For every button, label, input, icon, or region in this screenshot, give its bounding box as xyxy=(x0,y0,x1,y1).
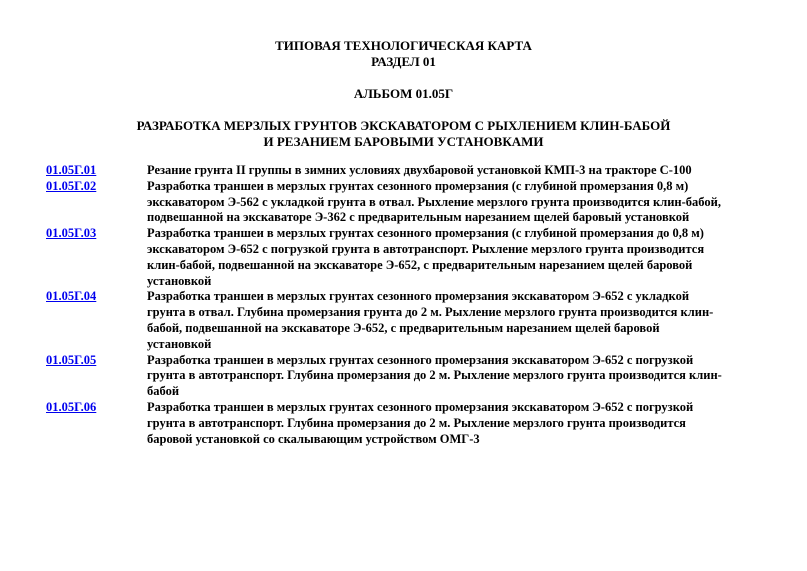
card-description-line: Разработка траншеи в мерзлых грунтах сезонного промерзания (с глубиной промерзания до 0,8 м) xyxy=(147,226,704,241)
card-code-link[interactable]: 01.05Г.06 xyxy=(46,399,97,414)
card-description-line: Разработка траншеи в мерзлых грунтах сезонного промерзания экскаватором Э-652 с укладкой xyxy=(147,289,690,304)
card-description-line: подвешанной на экскаваторе Э-362 с предварительным нарезанием щелей баровый установкой xyxy=(147,210,690,225)
card-description xyxy=(147,353,767,400)
card-code-link[interactable]: 01.05Г.05 xyxy=(46,352,97,367)
card-code-link[interactable]: 01.05Г.02 xyxy=(46,178,97,193)
card-code-link[interactable]: 01.05Г.01 xyxy=(46,163,97,177)
subject-heading-line-2: И РЕЗАНИЕМ БАРОВЫМИ УСТАНОВКАМИ xyxy=(263,134,544,149)
card-code-link[interactable]: 01.05Г.03 xyxy=(46,226,97,241)
album-heading: АЛЬБОМ 01.05Г xyxy=(353,86,454,101)
card-description-line: баровой установкой со скалывающим устройством ОМГ-3 xyxy=(147,431,480,446)
card-description-line: клин-бабой, подвешанной на экскаваторе Э-652, с предварительным нарезанием щелей баровой xyxy=(147,257,693,272)
card-description-line: грунта в автотранспорт. Глубина промерзания до 2 м. Рыхление мерзлого грунта производится клин- xyxy=(147,368,722,383)
card-description xyxy=(147,179,767,226)
card-code-link[interactable]: 01.05Г.04 xyxy=(46,289,97,304)
card-description-line: экскаватором Э-562 с укладкой грунта в отвал. Рыхление мерзлого грунта производится клин-бабой, xyxy=(147,194,721,209)
list-item xyxy=(46,400,776,447)
card-description-line: установкой xyxy=(147,273,212,288)
card-description xyxy=(147,226,767,289)
card-description-line: Разработка траншеи в мерзлых грунтах сезонного промерзания экскаватором Э-652 с погрузкой xyxy=(147,399,694,414)
card-description-line: Разработка траншеи в мерзлых грунтах сезонного промерзания (с глубиной промерзания 0,8 м) xyxy=(147,178,689,193)
list-item xyxy=(46,289,776,352)
card-description-line: экскаватором Э-652 с погрузкой грунта в автотранспорт. Рыхление мерзлого грунта производится xyxy=(147,241,705,256)
list-item xyxy=(46,179,776,226)
list-item xyxy=(46,226,776,289)
card-description-line: Разработка траншеи в мерзлых грунтах сезонного промерзания экскаватором Э-652 с погрузкой xyxy=(147,352,694,367)
subject-heading-line-1: РАЗРАБОТКА МЕРЗЛЫХ ГРУНТОВ ЭКСКАВАТОРОМ С РЫХЛЕНИЕМ КЛИН-БАБОЙ xyxy=(136,118,671,133)
document-title: ТИПОВАЯ ТЕХНОЛОГИЧЕСКАЯ КАРТА xyxy=(275,38,532,53)
card-description-line: грунта в отвал. Глубина промерзания грунта до 2 м. Рыхление мерзлого грунта производится клин- xyxy=(147,305,714,320)
list-item xyxy=(46,353,776,400)
card-description-line: установкой xyxy=(147,336,212,351)
card-description-line: бабой, подвешанной на экскаваторе Э-652, с предварительным нарезанием щелей баровой xyxy=(147,320,660,335)
card-list xyxy=(46,163,776,447)
card-description-line: грунта в автотранспорт. Глубина промерзания до 2 м. Рыхление мерзлого грунта производится xyxy=(147,415,686,430)
card-description-line: Резание грунта II группы в зимних условиях двухбаровой установкой КМП-3 на тракторе С-100 xyxy=(147,163,692,177)
section-heading: РАЗДЕЛ 01 xyxy=(371,54,436,69)
card-description xyxy=(147,289,767,352)
card-description-line: бабой xyxy=(147,384,180,399)
card-description xyxy=(147,163,767,179)
list-item xyxy=(46,163,776,179)
card-description xyxy=(147,400,767,447)
